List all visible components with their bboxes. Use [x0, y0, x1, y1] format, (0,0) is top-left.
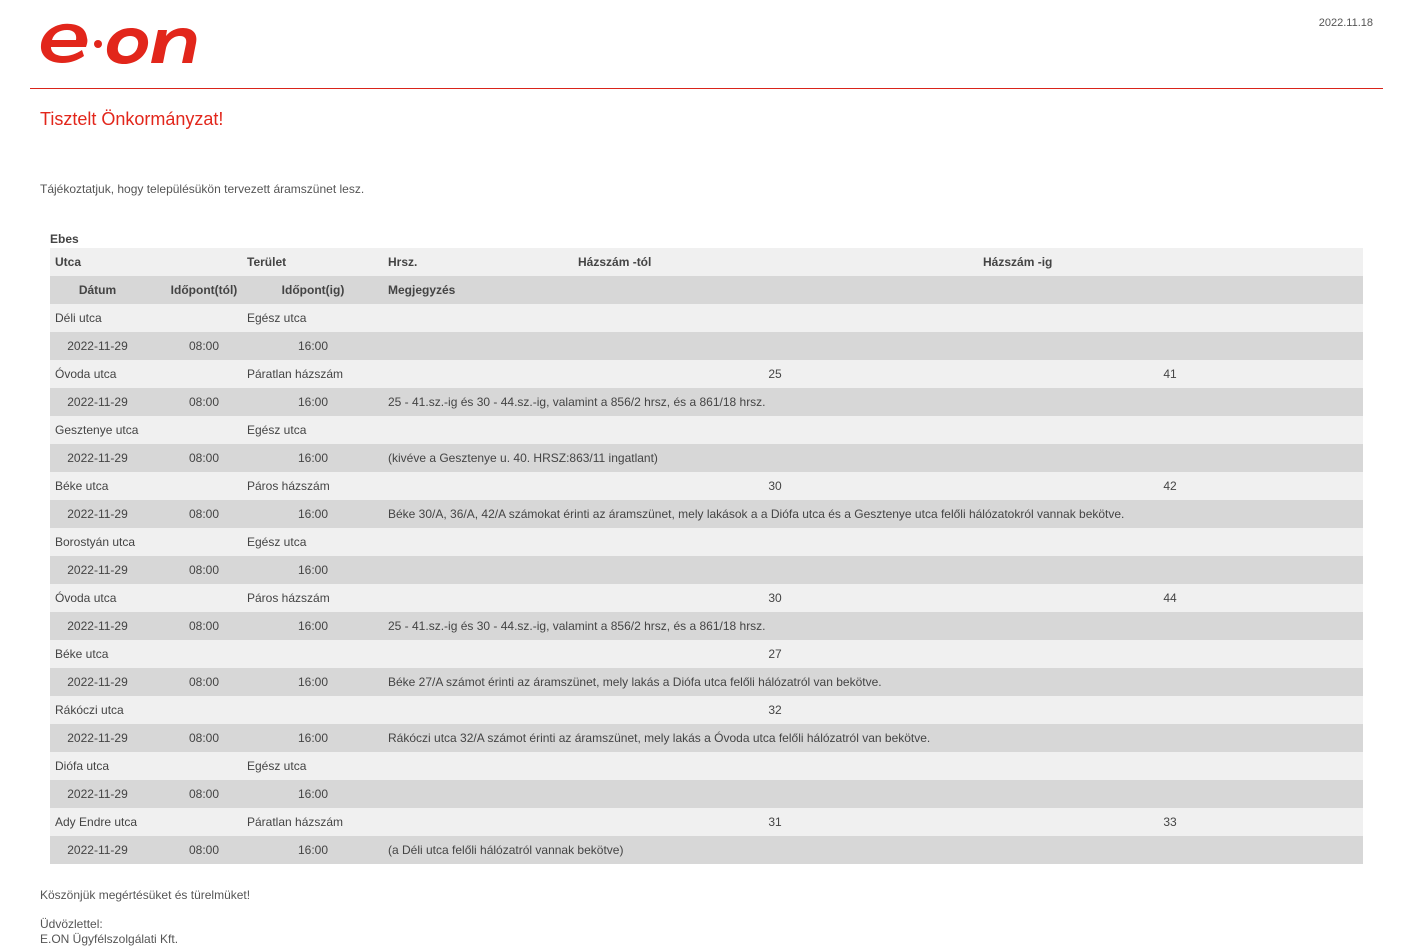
cell-idopont-ig: 16:00	[297, 843, 329, 857]
cell-hazszam-ig: 44	[1163, 591, 1177, 605]
cell-megjegyzes: (a Déli utca felőli hálózatról vannak bekötve)	[388, 843, 624, 857]
table-row-street	[50, 304, 1363, 332]
table-row-street	[50, 584, 1363, 612]
cell-terulet: Egész utca	[247, 423, 307, 437]
table-row-street	[50, 528, 1363, 556]
table-row-street	[50, 472, 1363, 500]
cell-datum: 2022-11-29	[67, 507, 128, 521]
cell-utca: Béke utca	[55, 479, 109, 493]
table-row-street	[50, 808, 1363, 836]
header-hazszam-ig: Házszám -ig	[983, 255, 1053, 269]
table-row-schedule	[50, 388, 1363, 416]
cell-hazszam-tol: 25	[768, 367, 782, 381]
cell-terulet: Egész utca	[247, 759, 307, 773]
cell-utca: Diófa utca	[55, 759, 110, 773]
table-row-schedule	[50, 724, 1363, 752]
cell-utca: Óvoda utca	[55, 591, 117, 605]
cell-idopont-tol: 08:00	[188, 843, 220, 857]
header-idopont-tol: Időpont(tól)	[170, 283, 238, 297]
cell-idopont-tol: 08:00	[188, 507, 220, 521]
cell-datum: 2022-11-29	[67, 395, 128, 409]
outage-table	[50, 248, 1363, 864]
cell-datum: 2022-11-29	[67, 843, 128, 857]
cell-datum: 2022-11-29	[67, 619, 128, 633]
header-hazszam-tol: Házszám -tól	[578, 255, 652, 269]
intro-text: Tájékoztatjuk, hogy településükön tervezett áramszünet lesz.	[40, 182, 365, 196]
cell-megjegyzes: Rákóczi utca 32/A számot érinti az áramszünet, mely lakás a Óvoda utca felőli hálózatról van bekötve.	[388, 731, 931, 745]
cell-idopont-tol: 08:00	[188, 787, 220, 801]
table-row-street	[50, 696, 1363, 724]
cell-idopont-ig: 16:00	[297, 619, 329, 633]
cell-utca: Béke utca	[55, 647, 109, 661]
table-row-schedule	[50, 780, 1363, 808]
table-row-schedule	[50, 836, 1363, 864]
cell-idopont-ig: 16:00	[297, 507, 329, 521]
cell-hazszam-ig: 41	[1163, 367, 1177, 381]
cell-megjegyzes: Béke 27/A számot érinti az áramszünet, mely lakás a Diófa utca felőli hálózatról van bekötve.	[388, 675, 882, 689]
town-name: Ebes	[50, 232, 79, 246]
header-idopont-ig: Időpont(ig)	[281, 283, 345, 297]
cell-idopont-tol: 08:00	[188, 731, 220, 745]
cell-hazszam-tol: 27	[768, 647, 782, 661]
table-row-schedule	[50, 668, 1363, 696]
cell-datum: 2022-11-29	[67, 339, 128, 353]
cell-terulet: Egész utca	[247, 311, 307, 325]
table-row-street	[50, 360, 1363, 388]
eon-logo-icon	[38, 14, 208, 66]
header-utca: Utca	[55, 255, 82, 269]
cell-utca: Ady Endre utca	[55, 815, 138, 829]
cell-megjegyzes: 25 - 41.sz.-ig és 30 - 44.sz.-ig, valamint a 856/2 hrsz, és a 861/18 hrsz.	[388, 395, 766, 409]
cell-datum: 2022-11-29	[67, 675, 128, 689]
cell-idopont-ig: 16:00	[297, 451, 329, 465]
cell-idopont-tol: 08:00	[188, 563, 220, 577]
cell-hazszam-tol: 31	[768, 815, 782, 829]
document-date: 2022.11.18	[1318, 17, 1373, 29]
cell-idopont-ig: 16:00	[297, 339, 329, 353]
cell-datum: 2022-11-29	[67, 787, 128, 801]
table-row-street	[50, 416, 1363, 444]
cell-utca: Gesztenye utca	[55, 423, 139, 437]
cell-hazszam-tol: 30	[768, 591, 782, 605]
cell-idopont-tol: 08:00	[188, 451, 220, 465]
cell-hazszam-tol: 32	[768, 703, 782, 717]
cell-hazszam-tol: 30	[768, 479, 782, 493]
cell-terulet: Páratlan házszám	[247, 815, 344, 829]
eon-logo	[38, 14, 208, 66]
cell-megjegyzes: 25 - 41.sz.-ig és 30 - 44.sz.-ig, valamint a 856/2 hrsz, és a 861/18 hrsz.	[388, 619, 766, 633]
cell-idopont-tol: 08:00	[188, 395, 220, 409]
table-header-row-secondary	[50, 276, 1363, 304]
cell-megjegyzes: (kivéve a Gesztenye u. 40. HRSZ:863/11 ingatlant)	[388, 451, 658, 465]
cell-datum: 2022-11-29	[67, 563, 128, 577]
cell-terulet: Egész utca	[247, 535, 307, 549]
cell-hazszam-ig: 42	[1163, 479, 1177, 493]
header-datum: Dátum	[78, 283, 117, 297]
table-body	[50, 304, 1363, 864]
cell-idopont-tol: 08:00	[188, 339, 220, 353]
header-divider	[30, 88, 1383, 89]
table-row-schedule	[50, 556, 1363, 584]
table-row-schedule	[50, 612, 1363, 640]
cell-terulet: Páratlan házszám	[247, 367, 344, 381]
table-row-schedule	[50, 500, 1363, 528]
greeting-heading: Tisztelt Önkormányzat!	[40, 109, 224, 129]
cell-terulet: Páros házszám	[247, 591, 330, 605]
table-row-street	[50, 640, 1363, 668]
cell-utca: Borostyán utca	[55, 535, 136, 549]
cell-idopont-ig: 16:00	[297, 395, 329, 409]
cell-idopont-ig: 16:00	[297, 787, 329, 801]
thanks-text: Köszönjük megértésüket és türelmüket!	[40, 888, 251, 902]
header-hrsz: Hrsz.	[388, 255, 418, 269]
signature-block	[40, 917, 178, 947]
regards-line: Üdvözlettel:	[40, 917, 103, 931]
cell-utca: Óvoda utca	[55, 367, 117, 381]
cell-datum: 2022-11-29	[67, 451, 128, 465]
cell-utca: Déli utca	[55, 311, 102, 325]
table-row-street	[50, 752, 1363, 780]
cell-idopont-ig: 16:00	[297, 731, 329, 745]
cell-utca: Rákóczi utca	[55, 703, 124, 717]
table-row-schedule	[50, 332, 1363, 360]
cell-idopont-ig: 16:00	[297, 675, 329, 689]
header-terulet: Terület	[247, 255, 287, 269]
company-name: E.ON Ügyfélszolgálati Kft.	[40, 932, 179, 946]
table-header-row-primary	[50, 248, 1363, 276]
cell-megjegyzes: Béke 30/A, 36/A, 42/A számokat érinti az áramszünet, mely lakások a a Diófa utca és a Gesztenye utca felőli hálózatokról vannak bekötve.	[388, 507, 1125, 521]
header-megjegyzes: Megjegyzés	[388, 283, 456, 297]
cell-idopont-tol: 08:00	[188, 619, 220, 633]
cell-datum: 2022-11-29	[67, 731, 128, 745]
cell-hazszam-ig: 33	[1163, 815, 1177, 829]
cell-idopont-ig: 16:00	[297, 563, 329, 577]
table-row-schedule	[50, 444, 1363, 472]
cell-terulet: Páros házszám	[247, 479, 330, 493]
cell-idopont-tol: 08:00	[188, 675, 220, 689]
